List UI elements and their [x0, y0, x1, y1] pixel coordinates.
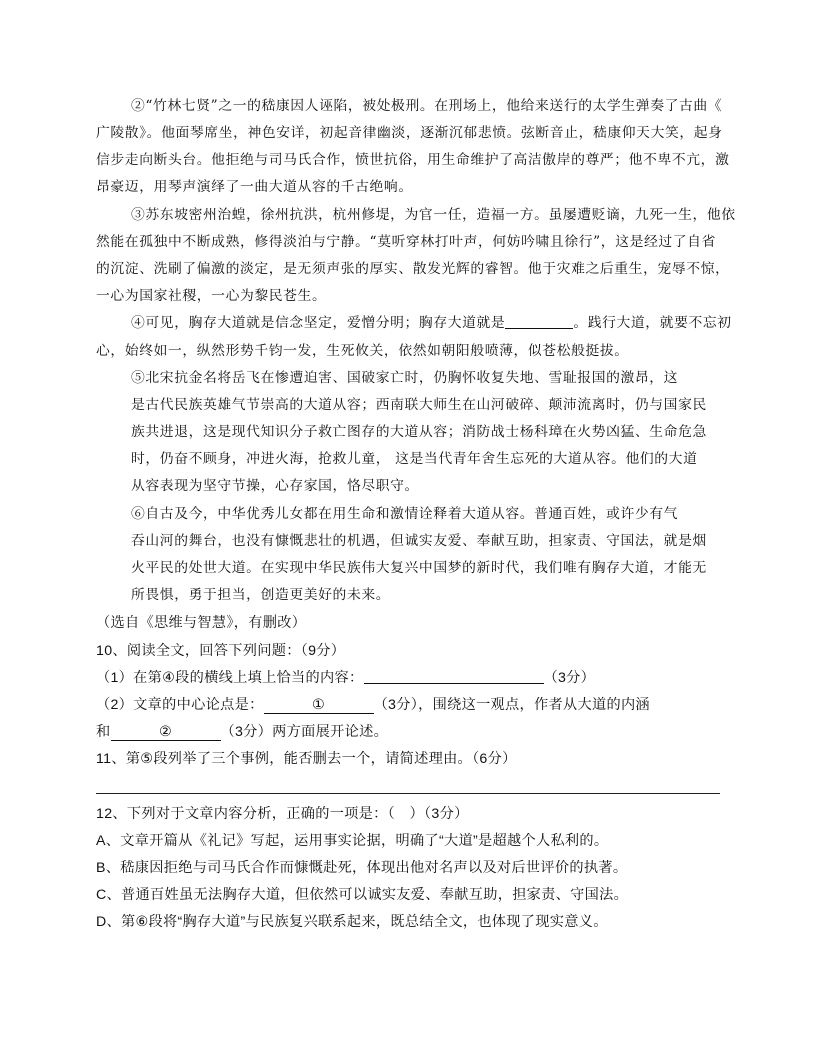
question-10-sub-2-text-a: （2）文章的中心论点是： [96, 697, 264, 713]
question-12-option-a[interactable]: A、文章开篇从《礼记》写起，运用事实论据，明确了“大道”是超越个人私利的。 [96, 833, 609, 849]
paragraph-2-line-3: 信步走向断头台。他拒绝与司马氏合作，愤世抗俗，用生命维护了高洁傲岸的尊严；他不卑不亢，激 [96, 152, 730, 168]
paragraph-4-fill-blank[interactable] [505, 314, 573, 329]
paragraph-3-line-2: 然能在孤独中不断成熟，修得淡泊与宁静。“莫听穿林打叶声，何妨吟啸且徐行”，这是经过了自省 [96, 234, 716, 250]
question-11-answer-line[interactable] [96, 793, 720, 794]
question-10-sub-1-score: （3分） [543, 670, 596, 686]
question-12-option-b[interactable]: B、嵇康因拒绝与司马氏合作而慷慨赴死，体现出他对名声以及对后世评价的执著。 [96, 860, 628, 876]
paragraph-4-line-2: 心，始终如一，纵然形势千钧一发，生死攸关，依然如朝阳般喷薄，似苍松般挺拔。 [96, 343, 629, 359]
paragraph-3-line-1: ③苏东坡密州治蝗，徐州抗洪，杭州修堤，为官一任，造福一方。虽屡遭贬谪，九死一生，他依 [131, 207, 736, 223]
paragraph-5-line-1: ⑤北宋抗金名将岳飞在惨遭迫害、国破家亡时，仍胸怀收复失地、雪耻报国的激昂，这 [131, 370, 679, 386]
question-12-stem: 12、下列对于文章内容分析，正确的一项是：（ ）（3分） [96, 806, 469, 822]
question-10-sub-2-continued [96, 723, 388, 741]
question-10-sub-2-text-b: （3分），围绕这一观点，作者从大道的内涵 [373, 697, 650, 713]
paragraph-4-line-1 [131, 314, 732, 332]
paragraph-2-line-2: 广陵散》。他面琴席坐，神色安详，初起音律幽淡，逐渐沉郁悲愤。弦断音止，嵇康仰天大笑，起身 [96, 125, 723, 141]
question-10-sub-1-text: （1）在第④段的横线上填上恰当的内容： [96, 670, 364, 686]
question-10-sub-1 [96, 669, 595, 687]
question-10-answer-blank-2[interactable]: ② [111, 724, 221, 741]
question-10-sub-2 [96, 696, 650, 714]
paragraph-6-line-4: 所畏惧，勇于担当，创造更美好的未来。 [131, 587, 391, 603]
paragraph-5-line-4: 时，仍奋不顾身，冲进火海，抢救儿童， 这是当代青年舍生忘死的大道从容。他们的大道 [131, 451, 698, 467]
paragraph-4-text-before-blank: ④可见，胸存大道就是信念坚定，爱憎分明；胸存大道就是 [131, 315, 506, 331]
paragraph-6-line-3: 火平民的处世大道。在实现中华民族伟大复兴中国梦的新时代，我们唯有胸存大道，才能无 [131, 560, 707, 576]
paragraph-2-line-4: 昂豪迈，用琴声演绎了一曲大道从容的千古绝响。 [96, 179, 413, 195]
paragraph-4-text-after-blank: 。践行大道，就要不忘初 [573, 315, 732, 331]
question-10-answer-blank-1[interactable]: ① [264, 697, 374, 714]
paragraph-5-line-2: 是古代民族英雄气节崇高的大道从容；西南联大师生在山河破碎、颠沛流离时，仍与国家民 [131, 397, 707, 413]
paragraph-5-line-3: 族共进退，这是现代知识分子救亡图存的大道从容；消防战士杨科璋在火势凶猛、生命危急 [131, 424, 707, 440]
paragraph-6-line-2: 吞山河的舞台，也没有慷慨悲壮的机遇，但诚实友爱、奉献互助，担家责、守国法，就是烟 [131, 533, 707, 549]
question-10-sub-2-text-d: （3分）两方面展开论述。 [220, 724, 389, 740]
question-11-stem: 11、第⑤段列举了三个事例，能否删去一个，请简述理由。（6分） [96, 751, 517, 767]
question-12-option-d[interactable]: D、第⑥段将“胸存大道”与民族复兴联系起来，既总结全文，也体现了现实意义。 [96, 914, 608, 930]
paragraph-3-line-4: 一心为国家社稷，一心为黎民苍生。 [96, 288, 327, 304]
paragraph-3-line-3: 的沉淀、洗刷了偏激的淡定，是无须声张的厚实、散发光辉的睿智。他于灾难之后重生，宠辱不惊， [96, 261, 730, 277]
paragraph-2-line-1: ②“竹林七贤”之一的嵇康因人诬陷，被处极刑。在刑场上，他给来送行的太学生弹奏了古曲《 [131, 98, 723, 114]
paragraph-6-line-1: ⑥自古及今，中华优秀儿女都在用生命和激情诠释着大道从容。普通百姓，或许少有气 [131, 506, 679, 522]
source-note: （选自《思维与智慧》，有删改） [96, 615, 307, 631]
question-10-sub-1-answer-blank[interactable] [364, 669, 544, 684]
question-12-option-c[interactable]: C、普通百姓虽无法胸存大道，但依然可以诚实友爱、奉献互助，担家责、守国法。 [96, 887, 629, 903]
question-10-stem: 10、阅读全文，回答下列问题：（9分） [96, 643, 346, 659]
question-10-sub-2-text-c: 和 [96, 724, 111, 740]
paragraph-5-line-5: 从容表现为坚守节操，心存家国，恪尽职守。 [131, 478, 419, 494]
